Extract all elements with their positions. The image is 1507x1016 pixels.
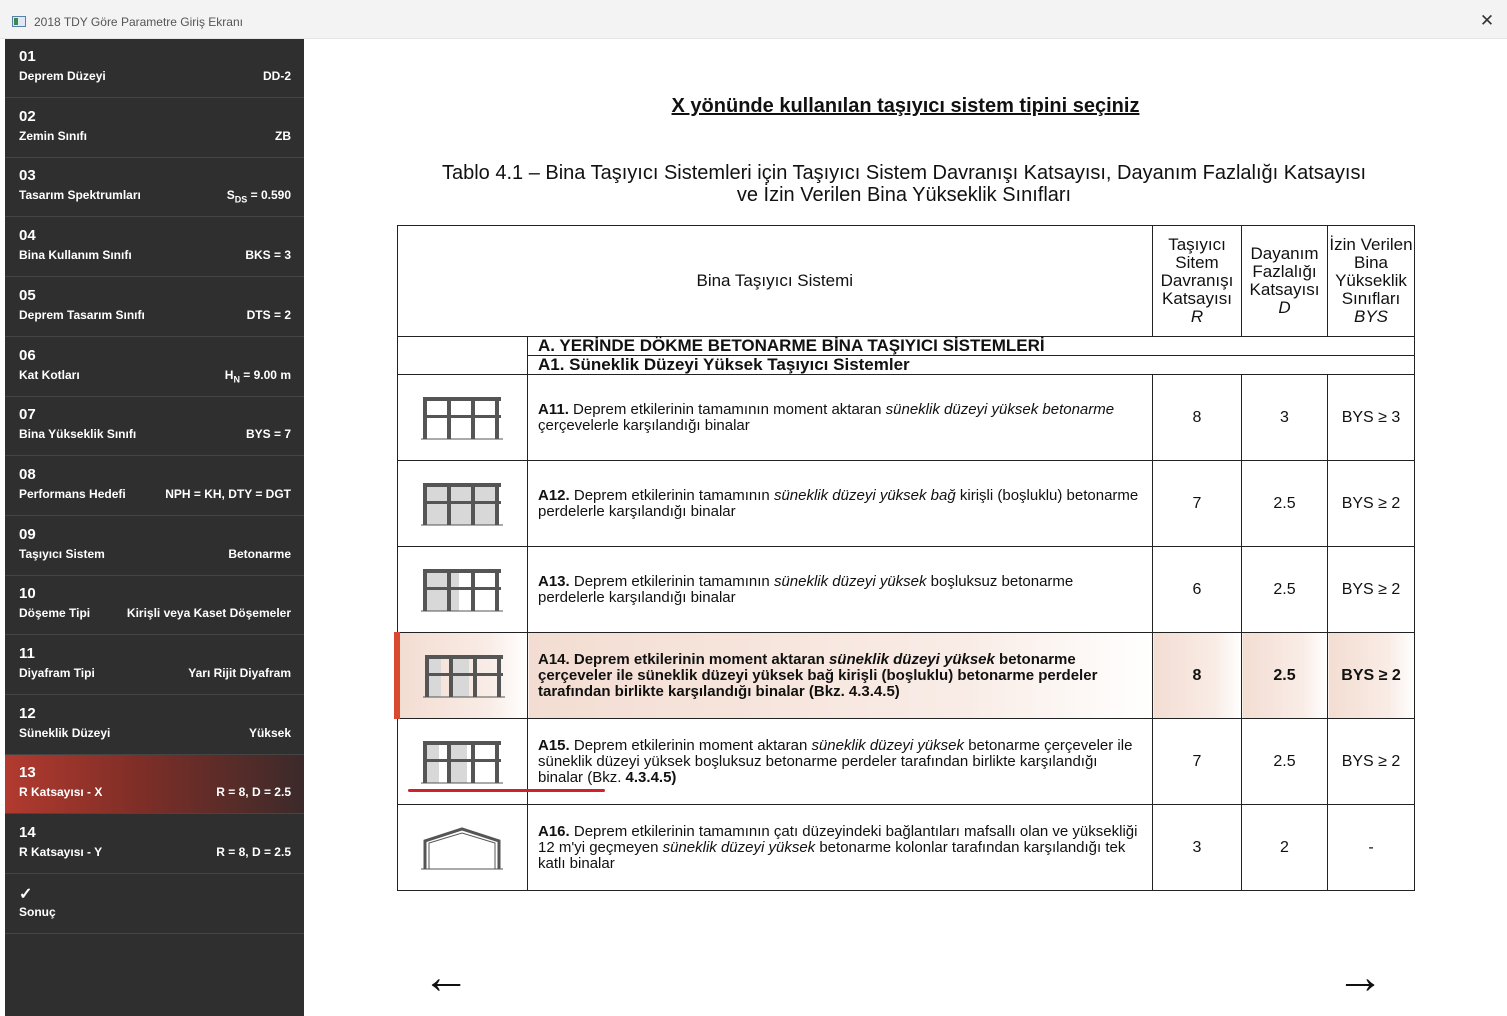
sidebar-step-14[interactable] (5, 815, 304, 874)
group-empty-cell (397, 337, 528, 375)
sidebar-step-13[interactable] (5, 755, 304, 814)
step-value: DD-2 (262, 69, 291, 83)
step-number: 07 (19, 406, 36, 424)
row-description: A15. Deprem etkilerinin moment aktaran süneklik düzeyi yüksek betonarme çerçeveler ile süneklik düzeyi yüksek boşluksuz betonarme perdeler tarafından birlikte karşılandığı binalar (Bkz. 4.3.4.5) (528, 719, 1153, 805)
sidebar-step-5[interactable] (5, 278, 304, 337)
step-value: BYS = 7 (245, 427, 291, 442)
check-icon: ✓ (19, 885, 33, 903)
step-value: $H_N = 9.00$ m (224, 367, 291, 384)
step-number: 12 (19, 704, 36, 722)
step-number: 14 (19, 824, 36, 842)
step-label: Diyafram Tipi (19, 666, 95, 680)
row-bys-value: - (1328, 805, 1415, 891)
row-bys-value: BYS ≥ 2 (1328, 461, 1415, 547)
window-titlebar (0, 0, 1507, 39)
step-number: 09 (19, 525, 36, 543)
sidebar-step-7[interactable] (5, 397, 304, 456)
step-number: 02 (19, 107, 36, 125)
step-number: 13 (19, 764, 36, 782)
step-number: 06 (19, 346, 36, 364)
row-description: A13. Deprem etkilerinin tamamının süneklik düzeyi yüksek boşluksuz betonarme perdelerle karşılandığı binalar (528, 547, 1153, 633)
frame-diagram-icon (397, 547, 528, 633)
row-r-value: 7 (1153, 719, 1242, 805)
step-value: DTS = 2 (246, 307, 291, 322)
next-arrow-icon[interactable]: → (1336, 951, 1384, 1004)
step-number: 11 (19, 645, 35, 662)
row-bys-value: BYS ≥ 3 (1328, 375, 1415, 461)
window-title: 2018 TDY Göre Parametre Giriş Ekranı (34, 15, 243, 29)
row-bys-value: BYS ≥ 2 (1328, 547, 1415, 633)
caption-line-1: Tablo 4.1 – Bina Taşıyıcı Sistemleri için Taşıyıcı Sistem Davranışı Katsayısı, Dayanım Fazlalığı Katsayısı (441, 162, 1367, 184)
row-bys-value: BYS ≥ 2 (1328, 719, 1415, 805)
row-description: A14. Deprem etkilerinin moment aktaran süneklik düzeyi yüksek betonarme çerçeveler ile süneklik düzeyi yüksek bağ kirişli (boşluklu) betonarme perdeler tarafından birlikte karşılandığı binalar (Bkz. 4.3.4.5) (528, 633, 1153, 719)
group-a-title: A. YERİNDE DÖKME BETONARME BİNA TAŞIYICI SİSTEMLERİ (528, 337, 1415, 356)
step-number: 04 (19, 227, 36, 245)
step-label: Performans Hedefi (19, 486, 126, 501)
step-label: Döşeme Tipi (19, 606, 91, 621)
row-r-value: 7 (1153, 461, 1242, 547)
row-d-value: 2.5 (1242, 547, 1328, 633)
step-label: Bina Kullanım Sınıfı (19, 248, 132, 263)
table-row[interactable] (397, 633, 1415, 719)
step-label: Tasarım Spektrumları (19, 188, 141, 203)
row-d-value: 2.5 (1242, 461, 1328, 547)
close-icon[interactable]: ✕ (1479, 11, 1495, 30)
row-bys-value: BYS ≥ 2 (1328, 633, 1415, 719)
step-label: Zemin Sınıfı (19, 128, 88, 143)
step-value: R = 8, D = 2.5 (216, 785, 291, 800)
table-row[interactable] (397, 461, 1415, 547)
frame-diagram-icon (397, 805, 528, 891)
sidebar-step-4[interactable] (5, 218, 304, 277)
row-r-value: 8 (1153, 375, 1242, 461)
step-number: 08 (19, 465, 36, 483)
step-number: 01 (19, 48, 36, 65)
step-value: Yüksek (248, 725, 291, 740)
col-header-r: Taşıyıcı Sitem Davranışı Katsayısı R (1153, 226, 1242, 337)
step-value: NPH = KH, DTY = DGT (165, 486, 291, 501)
sidebar-step-10[interactable] (5, 576, 304, 635)
row-r-value: 3 (1153, 805, 1242, 891)
step-label: Süneklik Düzeyi (19, 725, 111, 740)
sidebar-step-1[interactable] (5, 39, 304, 98)
col-header-bys: İzin Verilen Bina Yükseklik Sınıfları BYS (1328, 226, 1415, 337)
table-row[interactable] (397, 805, 1415, 891)
step-value: Kirişli veya Kaset Döşemeler (126, 606, 291, 621)
group-a1-title: A1. Süneklik Düzeyi Yüksek Taşıyıcı Sistemler (528, 356, 1415, 375)
row-description: A12. Deprem etkilerinin tamamının süneklik düzeyi yüksek bağ kirişli (boşluklu) betonarme perdelerle karşılandığı binalar (528, 461, 1153, 547)
steps-sidebar (5, 39, 304, 1016)
row-r-value: 8 (1153, 633, 1242, 719)
col-header-system: Bina Taşıyıcı Sistemi (397, 226, 1153, 337)
step-label: Deprem Tasarım Sınıfı (19, 307, 145, 322)
sidebar-step-15[interactable] (5, 875, 304, 934)
step-label: Sonuç (19, 904, 56, 919)
step-value: Betonarme (228, 546, 291, 561)
sidebar-step-12[interactable] (5, 696, 304, 755)
app-icon (12, 16, 26, 27)
row-d-value: 3 (1242, 375, 1328, 461)
table-row[interactable] (397, 547, 1415, 633)
step-number: 05 (19, 286, 36, 304)
row-d-value: 2.5 (1242, 633, 1328, 719)
row-description: A16. Deprem etkilerinin tamamının çatı düzeyindeki bağlantıları mafsallı olan ve yüksekliği 12 m'yi geçmeyen süneklik düzeyi yüksek betonarme kolonlar tarafından karşılandığı tek katlı binalar (528, 805, 1153, 891)
table-caption (384, 162, 1424, 206)
step-value: ZB (275, 128, 291, 143)
step-label: Taşıyıcı Sistem (19, 546, 105, 561)
back-arrow-icon[interactable]: ← (422, 951, 470, 1004)
caption-line-2: ve İzin Verilen Bina Yükseklik Sınıfları (736, 184, 1072, 206)
row-d-value: 2.5 (1242, 719, 1328, 805)
step-value: Yarı Rijit Diyafram (188, 666, 291, 680)
main-content (304, 39, 1507, 1016)
frame-diagram-icon (397, 633, 528, 719)
selection-underline (408, 789, 605, 792)
col-header-d: Dayanım Fazlalığı Katsayısı D (1242, 226, 1328, 337)
sidebar-step-2[interactable] (5, 99, 304, 158)
step-value: R = 8, D = 2.5 (216, 845, 291, 860)
row-r-value: 6 (1153, 547, 1242, 633)
step-value: BKS = 3 (245, 248, 291, 263)
row-d-value: 2 (1242, 805, 1328, 891)
sidebar-step-11[interactable] (5, 636, 304, 695)
step-label: R Katsayısı - X (19, 785, 103, 800)
step-label: Bina Yükseklik Sınıfı (19, 427, 137, 442)
step-label: Deprem Düzeyi (19, 69, 106, 83)
step-number: 10 (19, 585, 36, 603)
sidebar-step-6[interactable] (5, 338, 304, 397)
row-description: A11. Deprem etkilerinin tamamının moment aktaran süneklik düzeyi yüksek betonarme çerçevelerle karşılandığı binalar (528, 375, 1153, 461)
sidebar-step-9[interactable] (5, 517, 304, 576)
frame-diagram-icon (397, 375, 528, 461)
step-number: 03 (19, 167, 36, 185)
page-title: X yönünde kullanılan taşıyıcı sistem tipini seçiniz (671, 95, 1140, 117)
frame-diagram-icon (397, 461, 528, 547)
step-label: R Katsayısı - Y (19, 845, 103, 860)
step-label: Kat Kotları (19, 367, 80, 382)
sidebar-step-3[interactable] (5, 158, 304, 217)
table-row[interactable] (397, 375, 1415, 461)
sidebar-step-8[interactable] (5, 457, 304, 516)
step-value: $S_{DS} = 0.590$ (226, 188, 291, 205)
